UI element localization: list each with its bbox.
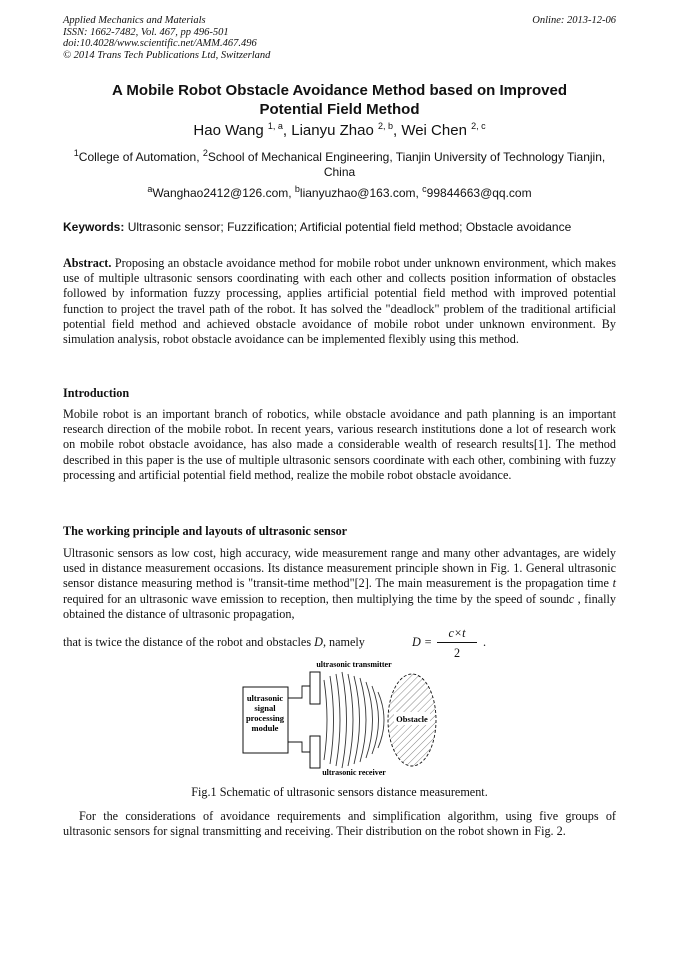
final-paragraph: For the considerations of avoidance requirements and simplification algorithm, using five groups of ultrasonic sensors for signal transmitting and receiving. Their distribution on the robot shown in Fig. 2. <box>63 809 616 839</box>
distance-formula-line <box>63 624 616 660</box>
author-sup: 1, a <box>267 121 283 131</box>
formula-numerator: c×t <box>448 626 466 640</box>
fraction-bar <box>437 642 477 643</box>
figure-ultrasonic-schematic <box>240 656 440 780</box>
module-label-line: processing <box>245 713 285 723</box>
email-sup: c <box>422 184 427 194</box>
affil-sup: 2 <box>202 148 208 158</box>
doi: doi:10.4028/www.scientific.net/AMM.467.496 <box>63 38 257 50</box>
abstract <box>63 256 616 347</box>
author-name: Lianyu Zhao <box>291 122 374 139</box>
affil-part: School of Mechanical Engineering, Tianjin University of Technology Tianjin, China <box>207 150 606 179</box>
obstacle-label: Obstacle <box>396 714 428 724</box>
receiver-wire <box>288 742 310 752</box>
journal-name: Applied Mechanics and Materials <box>63 15 206 26</box>
transmitter-wire <box>288 686 310 698</box>
abstract-label: Abstract. <box>63 256 112 270</box>
email: Wanghao2412@126.com, <box>152 186 295 200</box>
sound-wave-arc <box>324 680 327 760</box>
keywords <box>63 220 616 235</box>
variable-c: c <box>568 591 575 606</box>
copyright: © 2014 Trans Tech Publications Ltd, Switzerland <box>63 49 271 61</box>
title-line-2: Potential Field Method <box>259 101 420 118</box>
figure-caption: Fig.1 Schematic of ultrasonic sensors distance measurement. <box>191 785 488 799</box>
author-sup: 2, c <box>471 121 486 131</box>
title-line-1: A Mobile Robot Obstacle Avoidance Method based on Improved <box>111 82 568 99</box>
sound-wave-arc <box>348 674 353 766</box>
sound-wave-arcs <box>324 672 384 768</box>
author-list <box>63 122 616 140</box>
author-sep: , <box>282 122 292 139</box>
email: 99844663@qq.com <box>426 186 532 200</box>
sound-wave-arc <box>354 676 360 764</box>
affil-sup: 1 <box>73 148 79 158</box>
email: lianyuzhao@163.com, <box>299 186 423 200</box>
author-name: Wei Chen <box>401 122 467 139</box>
text-run: , namely <box>322 635 365 649</box>
formula-lead <box>63 635 365 650</box>
module-label-line: signal <box>254 703 276 713</box>
text-run: Ultrasonic sensors as low cost, high accuracy, wide measurement range and many other advantages, are widely used in distance measurement occasions. Its distance measurement principle shown in Fig. 1. General ultrasonic sensor distance measuring method is "transit-time method"[2]. The main measurement is the propagation time <box>63 546 616 591</box>
abstract-text: Proposing an obstacle avoidance method for mobile robot under unknown environment, which makes use of multiple ultrasonic sensors coordinating with each other and collects position information of obstacles followed by information fuzzy processing, applies artificial potential field method with improved potential function to project the travel path of the robot. It has solved the "deadlock" problem of the traditional artificial potential field method and achieved obstacle avoidance of mobile robot under unknown environment. By simulation analysis, robot obstacle avoidance can be implemented flexibly using this method. <box>63 256 616 347</box>
formula-lhs: D = <box>412 635 433 649</box>
transmitter-label: ultrasonic transmitter <box>316 660 392 669</box>
formula-denominator: 2 <box>453 646 461 660</box>
ultrasonic-transmitter <box>310 672 320 704</box>
introduction-text: Mobile robot is an important branch of robotics, while obstacle avoidance and path planning is an important research direction of the mobile robot. In recent years, various research institutions done a lot of research work on mobile robot obstacle avoidance, has also made a considerable wealth of research results[1]. The method described in this paper is the use of multiple ultrasonic sensors coordinate with each other, combining with fuzzy processing and artificial potential field method, realize the mobile robot obstacle avoidance. <box>63 407 616 482</box>
working-principle-heading: The working principle and layouts of ultrasonic sensor <box>63 524 348 538</box>
sound-wave-arc <box>360 678 366 762</box>
sound-wave-arc <box>342 672 347 768</box>
affil-part: College of Automation, <box>78 150 203 164</box>
text-run: , finally obtained the distance of ultrasonic propagation, <box>63 591 616 621</box>
module-label-line: module <box>251 723 279 733</box>
sound-wave-arc <box>372 686 379 754</box>
working-principle-text <box>63 546 616 622</box>
email-sup: b <box>294 184 300 194</box>
text-run: that is twice the distance of the robot and obstacles <box>63 635 315 649</box>
email-sup: a <box>147 184 153 194</box>
keywords-text: Ultrasonic sensor; Fuzzification; Artificial potential field method; Obstacle avoidance <box>124 220 572 234</box>
introduction-heading: Introduction <box>63 386 130 400</box>
receiver-label: ultrasonic receiver <box>322 768 386 777</box>
sound-wave-arc <box>330 676 334 764</box>
formula-end: . <box>483 635 487 649</box>
variable-D: D <box>314 635 323 649</box>
text-run: required for an ultrasonic wave emission to reception, then multiplying the time by the speed of sound <box>63 591 569 606</box>
keywords-label: Keywords: <box>63 220 125 234</box>
paper-title <box>63 81 616 119</box>
module-label-line: ultrasonic <box>246 693 284 703</box>
affiliation <box>63 150 616 180</box>
ultrasonic-receiver <box>310 736 320 768</box>
variable-t: t <box>612 576 616 591</box>
author-sup: 2, b <box>377 121 393 131</box>
author-sep: , <box>392 122 402 139</box>
issn: ISSN: 1662-7482, Vol. 467, pp 496-501 <box>63 26 229 38</box>
sound-wave-arc <box>366 682 373 758</box>
online-date: Online: 2013-12-06 <box>532 15 616 26</box>
email-list <box>63 186 616 201</box>
author-name: Hao Wang <box>193 122 264 139</box>
journal-header <box>63 15 616 61</box>
sound-wave-arc <box>336 674 340 766</box>
